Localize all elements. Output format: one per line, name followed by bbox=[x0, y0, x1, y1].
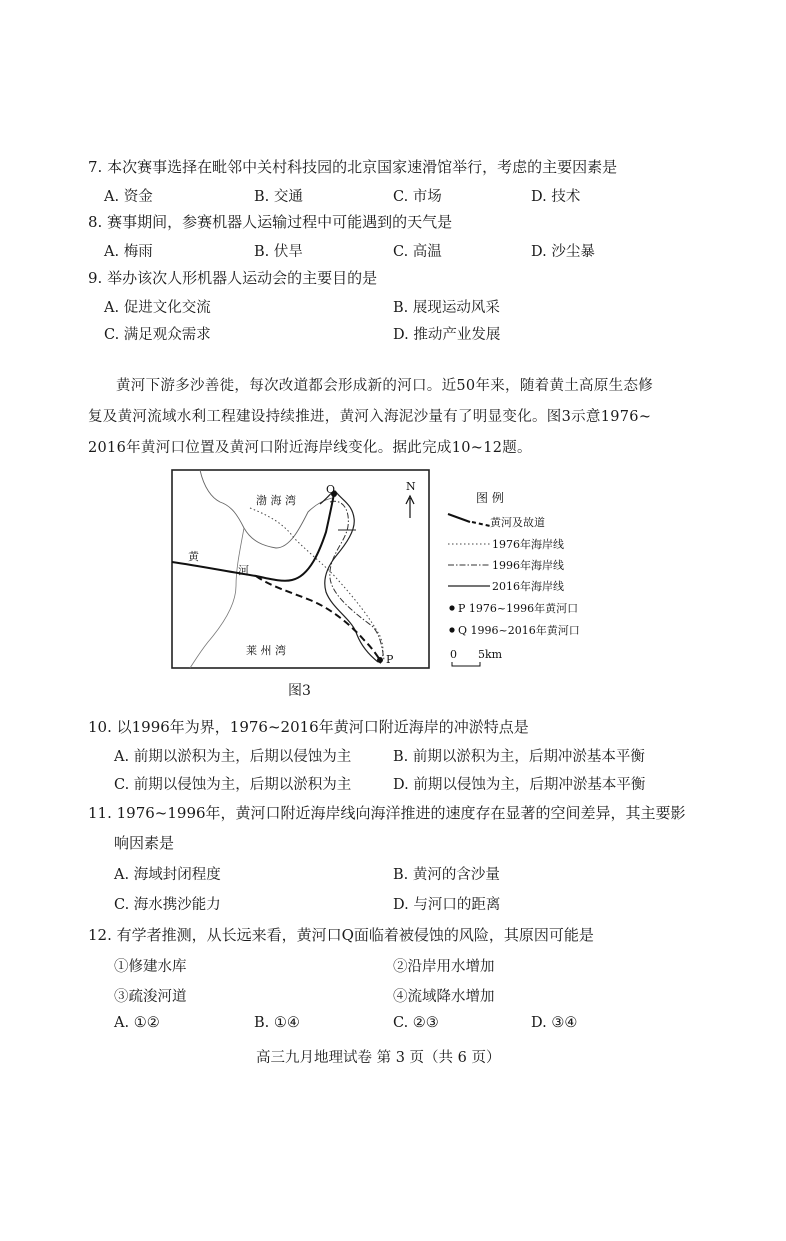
question-11-option-a: A. 海域封闭程度 bbox=[114, 867, 221, 883]
legend-swatch-old-channel bbox=[472, 522, 490, 526]
figure-3 bbox=[160, 468, 600, 674]
question-9-stem: 9. 举办该次人形机器人运动会的主要目的是 bbox=[88, 269, 378, 287]
legend-item-1976: 1976年海岸线 bbox=[492, 538, 564, 551]
coastline-1996 bbox=[330, 501, 384, 660]
point-p-label: P bbox=[386, 653, 394, 666]
river-label-1: 黄 bbox=[188, 550, 199, 563]
question-9-option-a: A. 促进文化交流 bbox=[104, 300, 211, 316]
question-9-option-c: C. 满足观众需求 bbox=[104, 327, 211, 343]
river-label-2: 河 bbox=[238, 564, 249, 577]
question-7-stem: 7. 本次赛事选择在毗邻中关村科技园的北京国家速滑馆举行，考虑的主要因素是 bbox=[88, 158, 618, 176]
passage-line-2: 复及黄河流域水利工程建设持续推进，黄河入海泥沙量有了明显变化。图3示意1976~ bbox=[88, 409, 652, 425]
question-11-option-d: D. 与河口的距离 bbox=[393, 897, 501, 913]
legend-item-river: 黄河及故道 bbox=[490, 516, 545, 529]
question-7-option-c: C. 市场 bbox=[393, 189, 442, 205]
question-8-option-a: A. 梅雨 bbox=[104, 244, 153, 260]
legend-item-q: Q 1996~2016年黄河口 bbox=[458, 624, 580, 637]
legend-swatch-river bbox=[448, 514, 470, 522]
scale-bar bbox=[452, 662, 480, 666]
north-arrow-icon bbox=[406, 496, 414, 518]
question-12-option-b: B. ①④ bbox=[254, 1015, 300, 1031]
legend-item-p: P 1976~1996年黄河口 bbox=[458, 602, 579, 615]
question-8-stem: 8. 赛事期间，参赛机器人运输过程中可能遇到的天气是 bbox=[88, 213, 453, 231]
bohai-bay-label: 渤 海 湾 bbox=[256, 494, 296, 507]
legend-item-1996: 1996年海岸线 bbox=[492, 559, 564, 572]
point-q-label: Q bbox=[326, 483, 336, 496]
question-11-option-c: C. 海水携沙能力 bbox=[114, 897, 221, 913]
laizhou-bay-label: 莱 州 湾 bbox=[246, 644, 286, 657]
question-12-statement-4: ④流域降水增加 bbox=[393, 989, 495, 1005]
scale-zero: 0 bbox=[450, 648, 457, 661]
question-12-statement-2: ②沿岸用水增加 bbox=[393, 959, 495, 975]
question-11-option-b: B. 黄河的含沙量 bbox=[393, 867, 500, 883]
question-11-stem-line-2: 响因素是 bbox=[114, 834, 175, 852]
question-12-option-c: C. ②③ bbox=[393, 1015, 439, 1031]
question-10-option-c: C. 前期以侵蚀为主，后期以淤积为主 bbox=[114, 777, 352, 793]
question-12-statement-3: ③疏浚河道 bbox=[114, 989, 187, 1005]
question-12-option-d: D. ③④ bbox=[531, 1015, 578, 1031]
point-p-marker bbox=[377, 657, 383, 663]
question-10-option-a: A. 前期以淤积为主，后期以侵蚀为主 bbox=[114, 749, 352, 765]
coast-inland bbox=[190, 528, 244, 668]
question-8-option-b: B. 伏旱 bbox=[254, 244, 303, 260]
question-11-stem-line-1: 11. 1976~1996年，黄河口附近海岸线向海洋推进的速度存在显著的空间差异，其主要影 bbox=[88, 804, 686, 822]
question-12-option-a: A. ①② bbox=[114, 1015, 160, 1031]
question-10-option-d: D. 前期以侵蚀为主，后期冲淤基本平衡 bbox=[393, 777, 646, 793]
page-footer: 高三九月地理试卷 第 3 页（共 6 页） bbox=[256, 1050, 501, 1066]
north-label: N bbox=[406, 480, 416, 493]
legend-title: 图 例 bbox=[476, 491, 504, 505]
coastline-1976 bbox=[250, 508, 383, 664]
figure-caption: 图3 bbox=[288, 683, 311, 699]
question-7-option-a: A. 资金 bbox=[104, 189, 153, 205]
question-12-statement-1: ①修建水库 bbox=[114, 959, 187, 975]
question-7-option-d: D. 技术 bbox=[531, 189, 581, 205]
legend-dot-p bbox=[449, 605, 454, 610]
question-10-option-b: B. 前期以淤积为主，后期冲淤基本平衡 bbox=[393, 749, 645, 765]
yellow-river-channel bbox=[172, 494, 334, 581]
question-10-stem: 10. 以1996年为界，1976~2016年黄河口附近海岸的冲淤特点是 bbox=[88, 718, 529, 736]
question-8-option-c: C. 高温 bbox=[393, 244, 442, 260]
coast-north bbox=[200, 470, 332, 548]
legend-dot-q bbox=[449, 627, 454, 632]
question-12-stem: 12. 有学者推测，从长远来看，黄河口Q面临着被侵蚀的风险，其原因可能是 bbox=[88, 926, 594, 944]
question-9-option-d: D. 推动产业发展 bbox=[393, 327, 501, 343]
question-9-option-b: B. 展现运动风采 bbox=[393, 300, 500, 316]
passage-line-3: 2016年黄河口位置及黄河口附近海岸线变化。据此完成10~12题。 bbox=[88, 440, 532, 456]
passage-line-1: 黄河下游多沙善徙，每次改道都会形成新的河口。近50年来，随着黄土高原生态修 bbox=[116, 378, 654, 394]
question-7-option-b: B. 交通 bbox=[254, 189, 303, 205]
question-8-option-d: D. 沙尘暴 bbox=[531, 244, 595, 260]
scale-distance: 5km bbox=[478, 648, 503, 661]
legend-item-2016: 2016年海岸线 bbox=[492, 580, 564, 593]
